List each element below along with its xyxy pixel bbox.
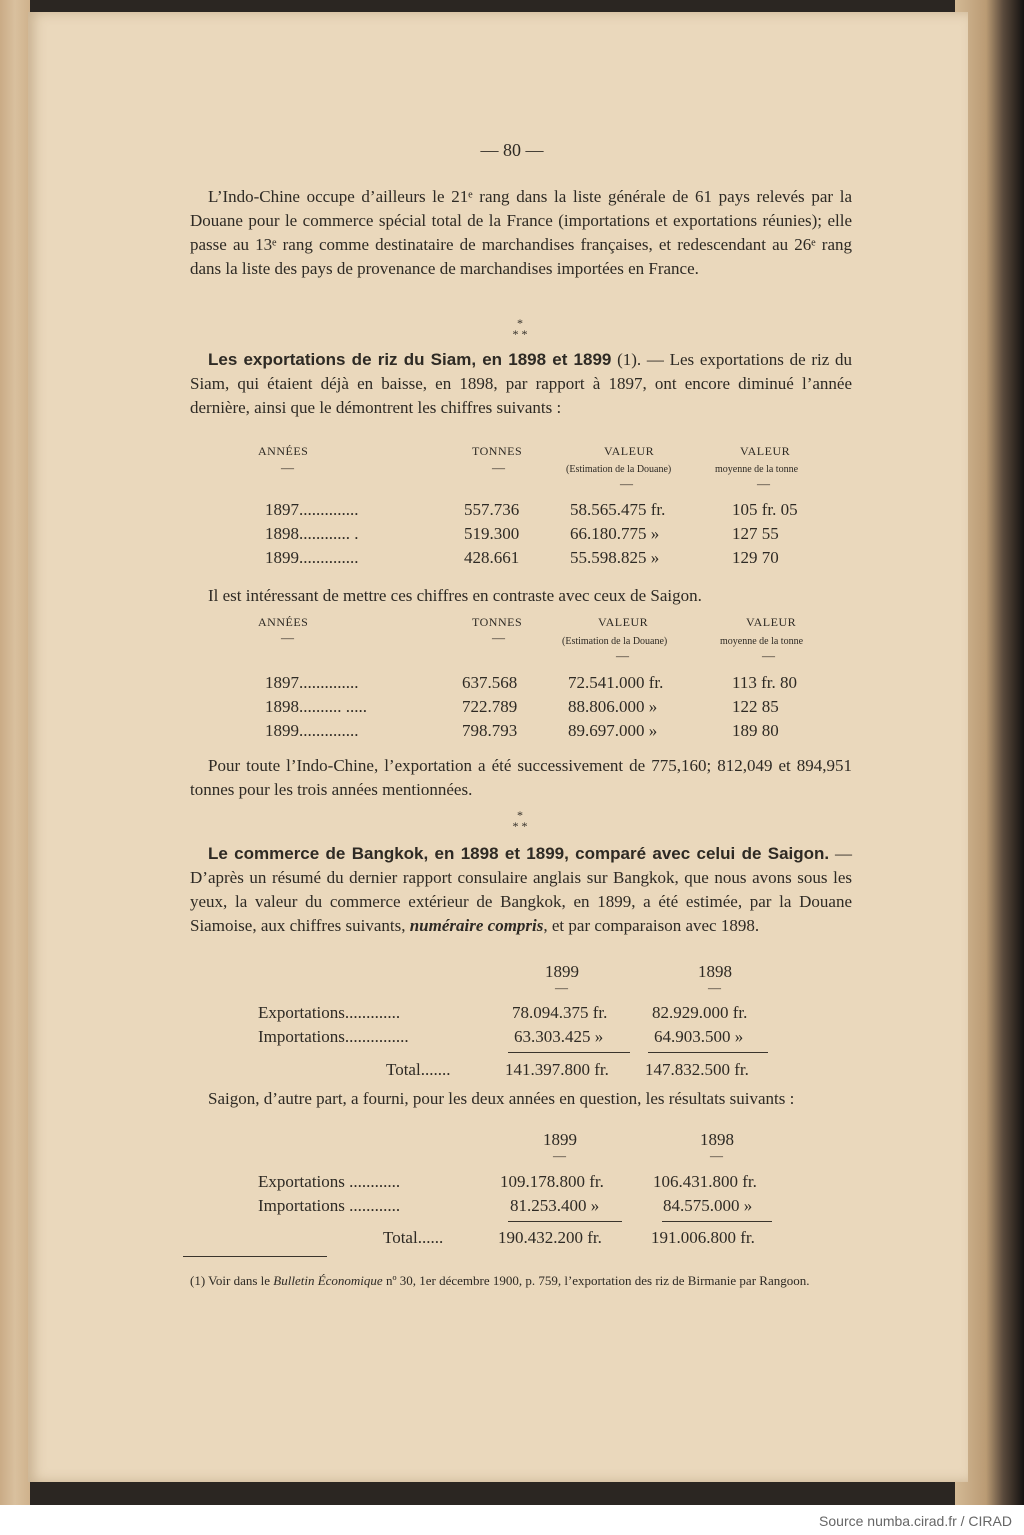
book-left-edge <box>0 0 30 1505</box>
siam-header-years: ANNÉES <box>258 444 309 458</box>
bangkok-sum-rule-1898 <box>648 1052 768 1053</box>
saigon-header-years: ANNÉES <box>258 615 309 629</box>
siam-row-3-moyenne: 129 70 <box>732 548 779 567</box>
saigon-header-valeur: VALEUR <box>598 615 649 629</box>
saigon-row-2-year: 1898.......... ..... <box>265 697 367 716</box>
saigon-trade-imports-label: Importations ............ <box>258 1196 401 1215</box>
siam-row-1-year: 1897.............. <box>265 500 359 519</box>
section2-text-b: , et par comparaison avec 1898. <box>543 916 760 935</box>
footnote-rule <box>183 1256 327 1257</box>
saigon-dash-tonnes: — <box>492 630 505 645</box>
siam-header-tonnes: TONNES <box>472 444 523 458</box>
bangkok-total-1898: 147.832.500 fr. <box>645 1060 749 1079</box>
siam-row-2-moyenne: 127 55 <box>732 524 779 543</box>
siam-row-3-year: 1899.............. <box>265 548 359 567</box>
saigon-row-3-year: 1899.............. <box>265 721 359 740</box>
footnote-title: Bulletin Économique <box>273 1273 383 1288</box>
bangkok-imports-1898: 64.903.500 » <box>654 1027 744 1046</box>
bangkok-sum-rule-1899 <box>508 1052 630 1053</box>
siam-row-2-valeur: 66.180.775 » <box>570 524 660 543</box>
section-separator-1: * * * <box>512 316 528 341</box>
saigon-row-3-moyenne: 189 80 <box>732 721 779 740</box>
saigon-header-tonnes: TONNES <box>472 615 523 629</box>
saigon-row-1-tonnes: 637.568 <box>462 673 518 692</box>
bangkok-col-1898: 1898 <box>698 962 732 981</box>
indochine-paragraph: Pour toute l’Indo-Chine, l’exportation a été successivement de 775,160; 812,049 et 894,951 tonnes pour les trois années mentionnées. <box>190 756 852 799</box>
footnote-text-b: nº 30, 1er décembre 1900, p. 759, l’exportation des riz de Birmanie par Rangoon. <box>382 1273 810 1288</box>
siam-row-1-tonnes: 557.736 <box>464 500 520 519</box>
section2-paragraph <box>190 842 852 938</box>
saigon-row-1-moyenne: 113 fr. 80 <box>732 673 798 692</box>
saigon-row-1-valeur: 72.541.000 fr. <box>568 673 664 692</box>
saigon-trade-exports-1898: 106.431.800 fr. <box>653 1172 757 1191</box>
saigon-intro-paragraph: Saigon, d’autre part, a fourni, pour les deux années en question, les résultats suivants : <box>208 1089 795 1108</box>
saigon-trade-total-label: Total...... <box>383 1228 444 1247</box>
bangkok-exports-1899: 78.094.375 fr. <box>512 1003 608 1022</box>
siam-row-3-tonnes: 428.661 <box>464 548 520 567</box>
saigon-header-valeur-tonne: VALEUR <box>746 615 797 629</box>
siam-row-2-year: 1898............ . <box>265 524 359 543</box>
contrast-paragraph: Il est intéressant de mettre ces chiffres en contraste avec ceux de Saigon. <box>208 586 702 605</box>
section2-heading: Le commerce de Bangkok, en 1898 et 1899, comparé avec celui de Saigon. <box>208 844 830 863</box>
siam-header-valeur-tonne-sub: moyenne de la tonne <box>715 464 799 475</box>
siam-dash-valeur: — <box>620 476 633 491</box>
siam-header-valeur-tonne: VALEUR <box>740 444 791 458</box>
saigon-dash-valeur: — <box>616 648 629 663</box>
siam-header-valeur-sub: (Estimation de la Douane) <box>566 464 672 475</box>
saigon-row-3-valeur: 89.697.000 » <box>568 721 658 740</box>
section1-paragraph <box>190 348 852 420</box>
saigon-row-1-year: 1897.............. <box>265 673 359 692</box>
bangkok-dash-1899: — <box>555 980 568 995</box>
saigon-trade-col-1899: 1899 <box>543 1130 577 1149</box>
saigon-row-2-moyenne: 122 85 <box>732 697 779 716</box>
saigon-trade-imports-1898: 84.575.000 » <box>663 1196 753 1215</box>
page-number: — 80 — <box>480 140 544 160</box>
bangkok-total-1899: 141.397.800 fr. <box>505 1060 609 1079</box>
siam-row-1-moyenne: 105 fr. 05 <box>732 500 798 519</box>
saigon-trade-dash-1898: — <box>710 1148 723 1163</box>
bangkok-total-label: Total....... <box>386 1060 451 1079</box>
intro-paragraph: L’Indo-Chine occupe d’ailleurs le 21ᵉ rang dans la liste générale de 61 pays relevés par la Douane pour le commerce spécial total de la France (importations et exportations réunies); elle passe au 13ᵉ rang comme destinataire de marchandises françaises, et redescendant au 26ᵉ rang dans la liste des pays de provenance de marchandises importées en France. <box>190 187 852 278</box>
siam-dash-years: — <box>281 460 294 475</box>
section2-text-a: — D’après un résumé du dernier rapport consulaire anglais sur Bangkok, que nous avons sous les yeux, la valeur du commerce extérieur de Bangkok, en 1899, a été estimée, par la Douane Siamoise, aux chiffres suivants, <box>190 844 853 935</box>
saigon-trade-exports-label: Exportations ............ <box>258 1172 401 1191</box>
saigon-row-3-tonnes: 798.793 <box>462 721 518 740</box>
section1-note-ref: (1). — <box>611 350 670 369</box>
bangkok-dash-1898: — <box>708 980 721 995</box>
saigon-row-2-valeur: 88.806.000 » <box>568 697 658 716</box>
siam-dash-moyenne: — <box>757 476 770 491</box>
section1-text: Les exportations de riz du Siam, qui étaient déjà en baisse, en 1898, par rapport à 1897, ont encore diminué l’année dernière, ainsi que le démontrent les chiffres suivants : <box>190 350 852 417</box>
saigon-row-2-tonnes: 722.789 <box>462 697 518 716</box>
saigon-trade-total-1899: 190.432.200 fr. <box>498 1228 602 1247</box>
saigon-trade-imports-1899: 81.253.400 » <box>510 1196 600 1215</box>
saigon-header-valeur-tonne-sub: moyenne de la tonne <box>720 636 804 647</box>
siam-row-3-valeur: 55.598.825 » <box>570 548 660 567</box>
saigon-dash-years: — <box>281 630 294 645</box>
saigon-header-valeur-sub: (Estimation de la Douane) <box>562 636 668 647</box>
saigon-trade-total-1898: 191.006.800 fr. <box>651 1228 755 1247</box>
footnote <box>190 1270 850 1292</box>
siam-row-2-tonnes: 519.300 <box>464 524 520 543</box>
section2-emphasis: numéraire compris <box>409 916 544 935</box>
bangkok-imports-label: Importations............... <box>258 1027 409 1046</box>
saigon-trade-sum-rule-1898 <box>662 1221 772 1222</box>
bangkok-imports-1899: 63.303.425 » <box>514 1027 604 1046</box>
bangkok-col-1899: 1899 <box>545 962 579 981</box>
saigon-trade-dash-1899: — <box>553 1148 566 1163</box>
siam-dash-tonnes: — <box>492 460 505 475</box>
footnote-text-a: (1) Voir dans le <box>190 1273 274 1288</box>
section-separator-2: * * * <box>512 808 528 833</box>
saigon-trade-exports-1899: 109.178.800 fr. <box>500 1172 604 1191</box>
siam-row-1-valeur: 58.565.475 fr. <box>570 500 666 519</box>
saigon-trade-col-1898: 1898 <box>700 1130 734 1149</box>
bangkok-exports-label: Exportations............. <box>258 1003 401 1022</box>
section1-heading: Les exportations de riz du Siam, en 1898 et 1899 <box>208 350 612 369</box>
bangkok-exports-1898: 82.929.000 fr. <box>652 1003 748 1022</box>
saigon-trade-sum-rule-1899 <box>508 1221 622 1222</box>
siam-header-valeur: VALEUR <box>604 444 655 458</box>
source-credit: Source numba.cirad.fr / CIRAD <box>819 1513 1012 1529</box>
saigon-dash-moyenne: — <box>762 648 775 663</box>
